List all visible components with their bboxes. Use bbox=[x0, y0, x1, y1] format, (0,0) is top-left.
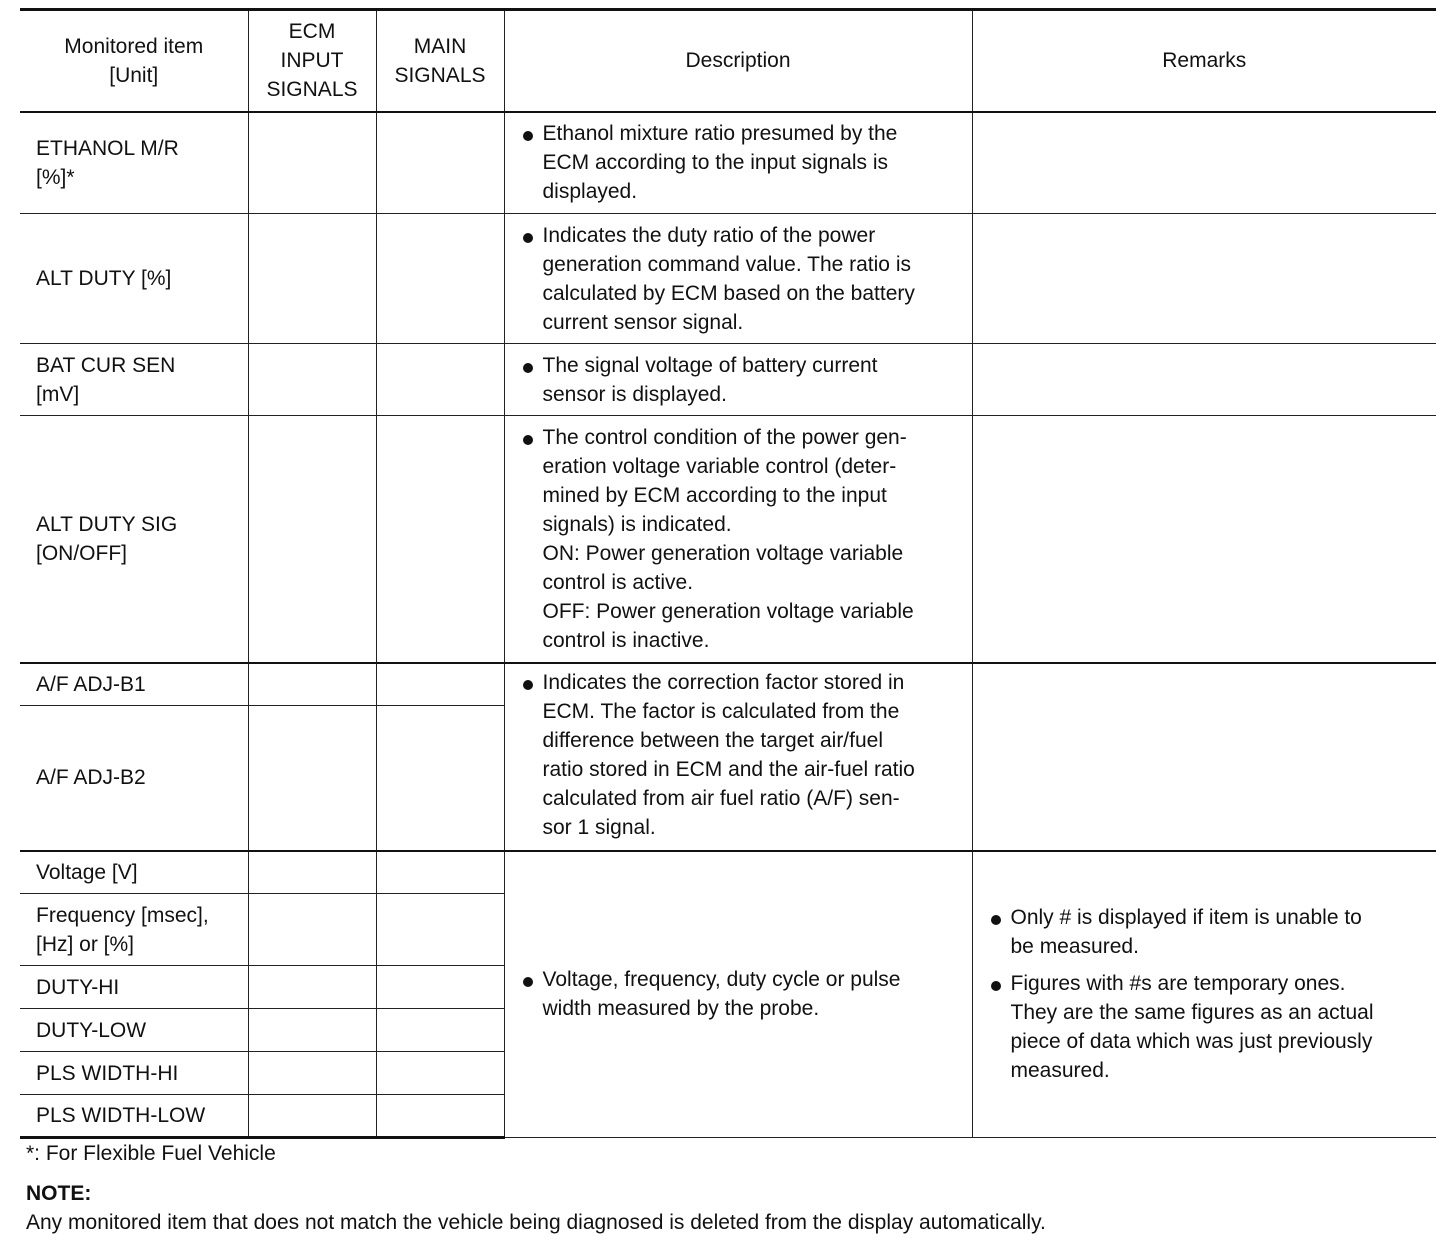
ecm-input-cell bbox=[248, 214, 376, 344]
remark-item: Figures with #s are temporary ones. They are the same figures as an actual piece of data which was just previously measured. bbox=[989, 969, 1425, 1085]
header-ecm-input-signals: ECM INPUT SIGNALS bbox=[248, 10, 376, 112]
remarks-cell bbox=[972, 344, 1436, 416]
description-bat-cur-sen: The signal voltage of battery current sensor is displayed. bbox=[504, 344, 972, 416]
remarks-cell bbox=[972, 112, 1436, 214]
main-signal-cell bbox=[376, 214, 504, 344]
ecm-input-cell bbox=[248, 851, 376, 894]
table-row bbox=[20, 344, 1436, 416]
remarks-cell bbox=[972, 214, 1436, 344]
item-alt-duty-sig: ALT DUTY SIG [ON/OFF] bbox=[20, 416, 248, 663]
description-af-adj: Indicates the correction factor stored in ECM. The factor is calculated from the difference between the target air/fuel ratio stored in ECM and the air-fuel ratio calculated from air fuel ratio (A/F) sen- sor 1 signal. bbox=[504, 663, 972, 851]
ecm-input-cell bbox=[248, 894, 376, 966]
item-voltage: Voltage [V] bbox=[20, 851, 248, 894]
description-ethanol: Ethanol mixture ratio presumed by the ECM according to the input signals is displayed. bbox=[504, 112, 972, 214]
note-title: NOTE: bbox=[26, 1182, 92, 1205]
table-row bbox=[20, 214, 1436, 344]
description-alt-duty-sig: The control condition of the power gen- eration voltage variable control (deter- mined by ECM according to the input signals) is indicated. ON: Power generation voltage variable control is active. OFF: Power generation voltage variable control is inactive. bbox=[504, 416, 972, 663]
main-signal-cell bbox=[376, 663, 504, 706]
description-alt-duty: Indicates the duty ratio of the power generation command value. The ratio is calculated by ECM based on the battery current sensor signal. bbox=[504, 214, 972, 344]
item-af-adj-b1: A/F ADJ-B1 bbox=[20, 663, 248, 706]
item-frequency: Frequency [msec], [Hz] or [%] bbox=[20, 894, 248, 966]
item-alt-duty: ALT DUTY [%] bbox=[20, 214, 248, 344]
main-signal-cell bbox=[376, 1095, 504, 1138]
item-duty-hi: DUTY-HI bbox=[20, 966, 248, 1009]
main-signal-cell bbox=[376, 894, 504, 966]
remarks-cell bbox=[972, 663, 1436, 851]
table-row bbox=[20, 416, 1436, 663]
ecm-input-cell bbox=[248, 344, 376, 416]
description-probe: Voltage, frequency, duty cycle or pulse width measured by the probe. bbox=[504, 851, 972, 1138]
ecm-input-cell bbox=[248, 112, 376, 214]
table-row bbox=[20, 851, 1436, 894]
monitor-table bbox=[20, 8, 1436, 1139]
item-duty-low: DUTY-LOW bbox=[20, 1009, 248, 1052]
item-ethanol: ETHANOL M/R [%]* bbox=[20, 112, 248, 214]
main-signal-cell bbox=[376, 416, 504, 663]
header-main-signals: MAIN SIGNALS bbox=[376, 10, 504, 112]
main-signal-cell bbox=[376, 1052, 504, 1095]
ecm-input-cell bbox=[248, 966, 376, 1009]
header-remarks: Remarks bbox=[972, 10, 1436, 112]
ecm-input-cell bbox=[248, 663, 376, 706]
item-bat-cur-sen: BAT CUR SEN [mV] bbox=[20, 344, 248, 416]
ecm-input-cell bbox=[248, 416, 376, 663]
table-row bbox=[20, 663, 1436, 706]
remark-item: Only # is displayed if item is unable to be measured. bbox=[989, 903, 1425, 961]
ecm-input-cell bbox=[248, 706, 376, 851]
main-signal-cell bbox=[376, 851, 504, 894]
ecm-input-cell bbox=[248, 1052, 376, 1095]
main-signal-cell bbox=[376, 706, 504, 851]
main-signal-cell bbox=[376, 1009, 504, 1052]
item-pls-width-hi: PLS WIDTH-HI bbox=[20, 1052, 248, 1095]
header-description: Description bbox=[504, 10, 972, 112]
header-monitored-item: Monitored item [Unit] bbox=[20, 10, 248, 112]
main-signal-cell bbox=[376, 344, 504, 416]
table-row bbox=[20, 112, 1436, 214]
footnote: *: For Flexible Fuel Vehicle bbox=[26, 1142, 276, 1165]
note-text: Any monitored item that does not match the vehicle being diagnosed is deleted from the display automatically. bbox=[26, 1211, 1046, 1234]
main-signal-cell bbox=[376, 112, 504, 214]
ecm-input-cell bbox=[248, 1009, 376, 1052]
remarks-cell bbox=[972, 416, 1436, 663]
item-pls-width-low: PLS WIDTH-LOW bbox=[20, 1095, 248, 1138]
remarks-probe bbox=[972, 851, 1436, 1138]
main-signal-cell bbox=[376, 966, 504, 1009]
item-af-adj-b2: A/F ADJ-B2 bbox=[20, 706, 248, 851]
ecm-input-cell bbox=[248, 1095, 376, 1138]
